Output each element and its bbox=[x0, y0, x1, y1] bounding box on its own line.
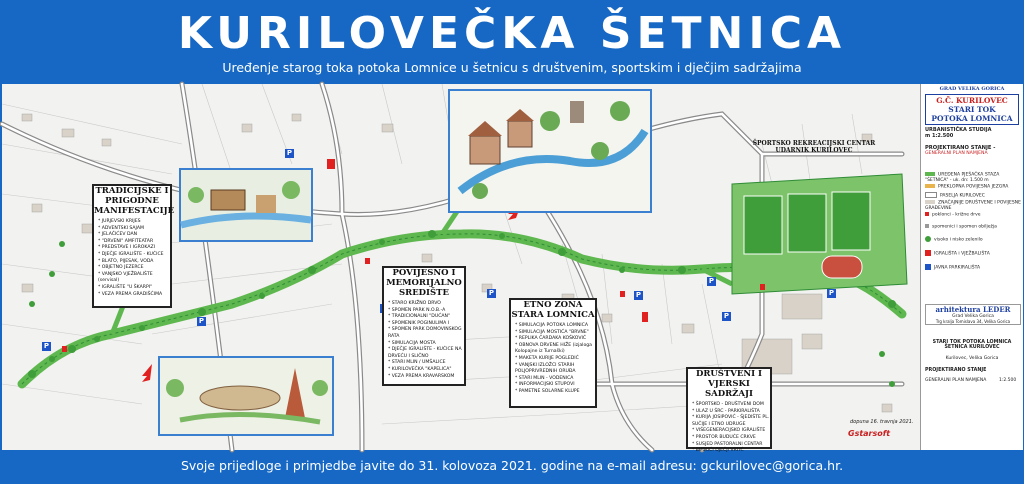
sketch-inset-top[interactable] bbox=[448, 89, 652, 213]
panel-city: GRAD VELIKA GORICA bbox=[939, 86, 1005, 92]
list-item: * KURILOVEČKA "KAPELICA" bbox=[388, 367, 464, 374]
legend-item: IGRALIŠTA i VJEŽBALIŠTA bbox=[925, 250, 990, 257]
sketch-drawing bbox=[450, 91, 650, 211]
list-item: * STARI MLIN - VODENICA bbox=[515, 376, 595, 383]
box-list bbox=[688, 402, 770, 455]
page-subtitle: Uređenje starog toka potoka Lomnice u šetnicu s društvenim, sportskim i dječjim sadržajima bbox=[222, 60, 802, 75]
parking-icon: P bbox=[708, 277, 715, 285]
box-povijesno bbox=[382, 266, 466, 386]
project-name: STARI TOK POTOKA LOMNICA ŠETNICA KURILOVEC bbox=[932, 340, 1012, 350]
legend-item: PREKLOPNA POVIJESNA JEZGRA bbox=[925, 184, 1008, 190]
panel-header-line: STARI TOK bbox=[948, 105, 996, 114]
box-title: DRUŠTVENI I VJERSKI SADRŽAJI bbox=[695, 369, 763, 399]
list-item: * VANJSKI IZLOŽCI STARIH POLJOPRIVREDNIH ORUĐA bbox=[515, 363, 595, 376]
box-title: TRADICIJSKE I PRIGODNE MANIFESTACIJE bbox=[94, 186, 175, 216]
football-field-1 bbox=[744, 196, 782, 254]
sports-center bbox=[732, 174, 907, 294]
list-item: * OBNOVA DRVENE HIŽE (izjaloga Kolopajne iz Turnaški) bbox=[515, 343, 595, 356]
list-item: * DJEČJE IGRALIŠTE - KUĆICE NA DRVEĆU I SLIČNO bbox=[388, 347, 464, 360]
list-item: * REPLIKA ČARDAKA KOŠKOVIĆ bbox=[515, 336, 595, 343]
list-item: * ŠPORTSKO - DRUŠTVENI DOM bbox=[692, 402, 770, 409]
parking-icon: P bbox=[723, 312, 730, 320]
list-item: * BLATO, PIJESAK, VODA bbox=[98, 259, 170, 266]
list-item: * SPOMEN PARK DOMOVINSKOG RATA bbox=[388, 327, 464, 340]
sketch-inset-bottom[interactable] bbox=[158, 356, 334, 436]
box-list bbox=[511, 323, 595, 396]
page-title: KURILOVEČKA ŠETNICA bbox=[177, 8, 847, 59]
list-item: * SPOMEN PARK N.O.B.-A bbox=[388, 308, 464, 315]
footer-contact: Svoje prijedloge i primjedbe javite do 31. kolovoza 2021. godine na e-mail adresu: gckurilovec@gorica.hr. bbox=[180, 458, 844, 473]
panel-projekt: PROJEKTIRANO STANJE - bbox=[925, 145, 996, 151]
sketch-inset-left[interactable] bbox=[179, 168, 313, 242]
firm-logo bbox=[925, 304, 1021, 325]
list-item: * PAMETNE SOLARNE KLUPE bbox=[515, 389, 595, 396]
box-title: POVIJESNO I MEMORIJALNO SREDIŠTE bbox=[386, 268, 462, 298]
list-item: * KURIJA JOSIPOVIĆ - ŠJEDIŠTE PL. SUČIJE I ETNO UDRUGE bbox=[692, 415, 770, 428]
list-item: * INFORMACIJSKI STUPOVI bbox=[515, 382, 595, 389]
legend-item: ZNAČAJNIJE DRUŠTVENE I POVIJESNE GRAĐEVINE bbox=[925, 200, 1021, 211]
box-list bbox=[94, 219, 170, 298]
list-item: * VANJSKO VJEŽBALIŠTE (servisal) bbox=[98, 272, 170, 285]
sketch-drawing bbox=[181, 170, 311, 240]
list-item: * TRADICIONALNI "DUĆAN" bbox=[388, 314, 464, 321]
firm-address: Trg kralja Tomislava 34, Velika Gorica bbox=[935, 319, 1011, 324]
list-item: * BUDUĆI DJEČJI VRTIĆ bbox=[692, 448, 770, 455]
title-block-panel bbox=[920, 84, 1023, 450]
sport-center-label: ŠPORTSKO REKREACIJSKI CENTAR UDARNIK KURILOVEC bbox=[752, 140, 876, 154]
firm-sub: Grad Velika Gorica bbox=[952, 314, 994, 319]
box-drustveni bbox=[686, 367, 772, 454]
panel-header-line: G.Č. KURILOVEC bbox=[936, 96, 1008, 105]
parking-icon: P bbox=[198, 317, 205, 325]
panel-header-line: POTOKA LOMNICA bbox=[931, 114, 1013, 123]
football-field-3 bbox=[832, 192, 870, 250]
panel-plan: GENERALNI PLAN NAMJENA bbox=[925, 151, 988, 156]
list-item: * ADVENTSKI SAJAM bbox=[98, 226, 170, 233]
parking-icon: P bbox=[488, 289, 495, 297]
list-item: * "DRVENI" AMFITEATAR bbox=[98, 239, 170, 246]
legend-item: poklonci - križne drve bbox=[925, 212, 981, 218]
box-tradicijske bbox=[92, 184, 175, 308]
legend-item: spomenici i spomen obilježja bbox=[925, 224, 997, 230]
parking-icon: P bbox=[828, 289, 835, 297]
list-item: * SIMULACIJA MOSTA bbox=[388, 341, 464, 348]
parking-icon: P bbox=[286, 149, 293, 157]
legend-item: PASELJA KURILOVEC bbox=[925, 192, 985, 199]
project-state: PROJEKTIRANO STANJE bbox=[925, 368, 987, 373]
project-plan: GENERALNI PLAN NAMJENA bbox=[925, 378, 987, 383]
list-item: * STARO KRIŽNO DRVO bbox=[388, 301, 464, 308]
list-item: * PREDSTAVE I IGROKAZI bbox=[98, 245, 170, 252]
revision-date: dopuna 16. travnja 2021. bbox=[850, 419, 914, 425]
list-item: * DJEČJE IGRALIŠTE - KUĆICE bbox=[98, 252, 170, 259]
firm-name: arhitektura LEDER bbox=[935, 305, 1011, 314]
legend-item: UREĐENA PJEŠAČKA STAZA "ŠETNICA" - uk. dn: 1.500 m bbox=[925, 172, 1000, 183]
panel-studija: URBANISTIČKA STUDIJA bbox=[925, 127, 992, 133]
list-item: * SIMULACIJA MOSTIĆA "BRVNE" bbox=[515, 330, 595, 337]
list-item: * PROSTOR BUDUĆE CRKVE bbox=[692, 435, 770, 442]
list-item: * STARI MLIN / UMŠALICE bbox=[388, 360, 464, 367]
box-etno bbox=[509, 298, 597, 408]
running-track bbox=[822, 256, 862, 278]
list-item: * SPOMENIK POGINULIMA I bbox=[388, 321, 464, 328]
list-item: * MAKETA KURIJE POGLEDIĆ bbox=[515, 356, 595, 363]
project-location: Kurilovec, Velika Gorica bbox=[945, 356, 999, 361]
list-item: * OBJETNO JEZERCE bbox=[98, 265, 170, 272]
box-title: ETNO ZONA STARA LOMNICA bbox=[511, 300, 595, 320]
project-scale: 1:2.500 bbox=[999, 378, 1017, 383]
list-item: * VEZA PREMA GRADIŠĆIMA bbox=[98, 292, 170, 299]
sketch-drawing bbox=[160, 358, 332, 434]
list-item: * VEZA PREMA KRAVARSKOM bbox=[388, 374, 464, 381]
parking-icon: P bbox=[635, 291, 642, 299]
list-item: * SIMULACIJA POTOKA LOMNICA bbox=[515, 323, 595, 330]
list-item: * IGRALIŠTE "U ŠKARPI" bbox=[98, 285, 170, 292]
list-item: * ULAZ U ŠRC - PARKIRALIŠTA bbox=[692, 409, 770, 416]
list-item: * JELAČIĆEV DAN bbox=[98, 232, 170, 239]
football-field-2 bbox=[788, 194, 826, 252]
list-item: * JURJEVSKI KRIJES bbox=[98, 219, 170, 226]
software-logo: Gstarsoft bbox=[848, 429, 891, 438]
list-item: * SUSJED PASTORALNI CENTAR bbox=[692, 442, 770, 449]
box-list bbox=[384, 301, 464, 380]
legend-item: JAVNA PARKIRALIŠTA bbox=[925, 264, 980, 271]
panel-scale: m 1:2.500 bbox=[925, 133, 954, 139]
map-frame[interactable] bbox=[2, 84, 1022, 454]
legend-item: visoko i nisko zelenilo bbox=[925, 236, 983, 243]
parking-icon: P bbox=[43, 342, 50, 350]
panel-header bbox=[925, 94, 1019, 125]
list-item: * VIŠEGENERACIJSKO IGRALIŠTE bbox=[692, 428, 770, 435]
